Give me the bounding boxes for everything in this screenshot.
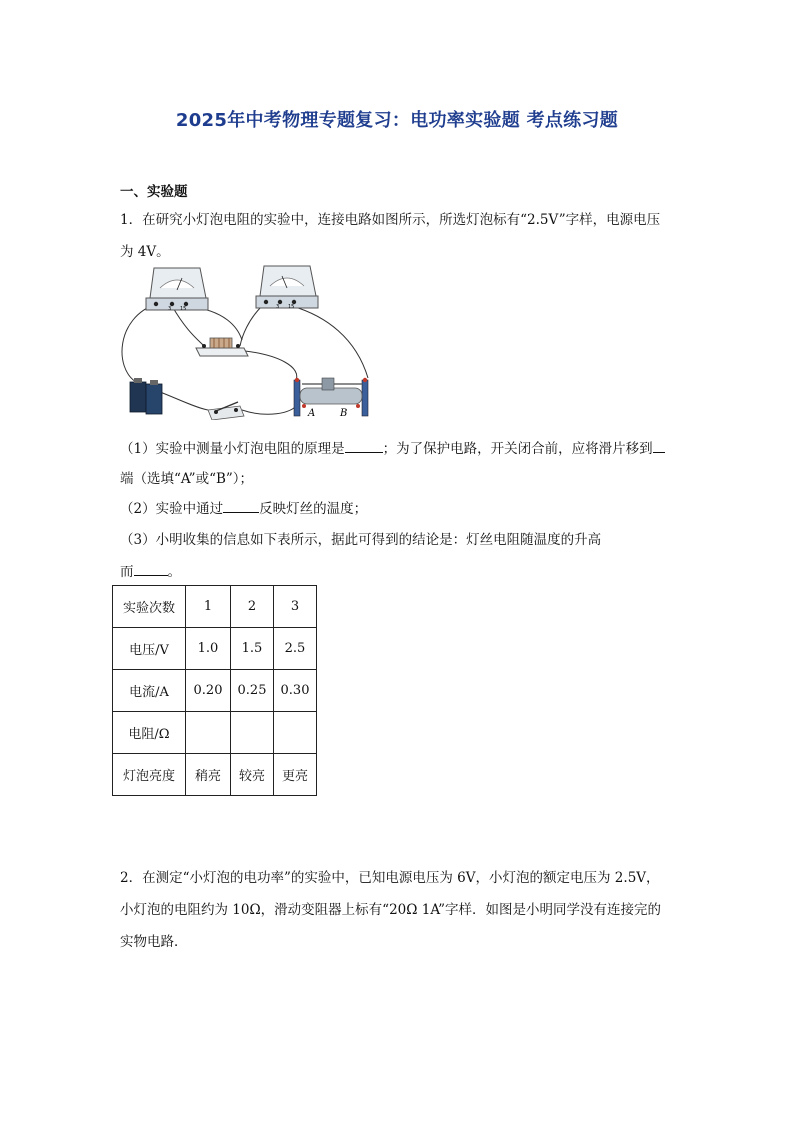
circuit-figure (116, 258, 376, 420)
q1-sub1-line2: 端（选填“A”或“B”）； (120, 471, 254, 487)
table-cell: 2.5 (274, 628, 317, 670)
ammeter (256, 266, 318, 310)
table-row (113, 586, 317, 628)
table-row (113, 628, 317, 670)
table-cell: 2 (231, 586, 274, 628)
q1-sub1-line1: （1）实验中测量小灯泡电阻的原理是 ；为了保护电路，开关闭合前，应将滑片移到 (120, 437, 665, 457)
page-title: 2025年中考物理专题复习：电功率实验题 考点练习题 (175, 110, 619, 131)
table-row (113, 712, 317, 754)
data-table (112, 585, 317, 796)
table-cell: 0.20 (186, 670, 231, 712)
table-cell: 1 (186, 586, 231, 628)
q1-sub2: （2）实验中通过 反映灯丝的温度； (120, 501, 368, 517)
rheostat (294, 378, 368, 419)
table-cell (274, 712, 317, 754)
q1-text-line1: 1．在研究小灯泡电阻的实验中，连接电路如图所示，所选灯泡标有“2.5V”字样，电源电压 (120, 212, 661, 228)
q1-text-line2: 为 4V。 (120, 244, 170, 260)
wire (122, 304, 156, 382)
battery (130, 378, 162, 414)
table-cell: 灯泡亮度 (113, 754, 186, 796)
q2-text-line2: 小灯泡的电阻约为 10Ω，滑动变阻器上标有“20Ω 1A”字样．如图是小明同学没有连接完的 (120, 902, 661, 918)
q1-sub3-line2: 而 。 (120, 564, 181, 580)
answer-blank[interactable] (223, 500, 259, 513)
table-cell: 0.30 (274, 670, 317, 712)
q2-text-line1: 2．在测定“小灯泡的电功率”的实验中，已知电源电压为 6V，小灯泡的额定电压为 2.5V， (120, 870, 660, 886)
svg-text:3: 3 (168, 306, 172, 312)
table-cell: 实验次数 (113, 586, 186, 628)
rheostat-label-b: B (340, 408, 348, 419)
wire (240, 306, 262, 346)
rheostat-label-a: A (308, 408, 316, 419)
answer-blank[interactable] (653, 440, 665, 453)
table-row (113, 754, 317, 796)
table-cell: 0.25 (231, 670, 274, 712)
answer-blank[interactable] (345, 440, 383, 453)
table-cell: 稍亮 (186, 754, 231, 796)
table-cell (231, 712, 274, 754)
table-cell: 1.0 (186, 628, 231, 670)
table-cell: 1.5 (231, 628, 274, 670)
wire (186, 306, 242, 340)
wire (172, 306, 204, 346)
table-row (113, 670, 317, 712)
table-cell: 电阻/Ω (113, 712, 186, 754)
switch (208, 402, 244, 420)
table-cell: 电流/A (113, 670, 186, 712)
voltmeter (146, 268, 208, 312)
wire (292, 306, 368, 378)
table-cell: 较亮 (231, 754, 274, 796)
wire (242, 404, 298, 414)
table-cell: 电压/V (113, 628, 186, 670)
svg-text:3: 3 (276, 304, 280, 310)
table-cell: 更亮 (274, 754, 317, 796)
section-heading: 一、实验题 (120, 184, 188, 200)
lamp-holder (196, 338, 248, 356)
answer-blank[interactable] (134, 563, 168, 576)
q1-sub3-line1: （3）小明收集的信息如下表所示，据此可得到的结论是：灯丝电阻随温度的升高 (120, 532, 602, 548)
svg-text:15: 15 (288, 304, 295, 310)
q2-text-line3: 实物电路． (120, 934, 188, 950)
wire (160, 392, 208, 410)
svg-text:15: 15 (180, 306, 187, 312)
table-cell (186, 712, 231, 754)
table-cell: 3 (274, 586, 317, 628)
